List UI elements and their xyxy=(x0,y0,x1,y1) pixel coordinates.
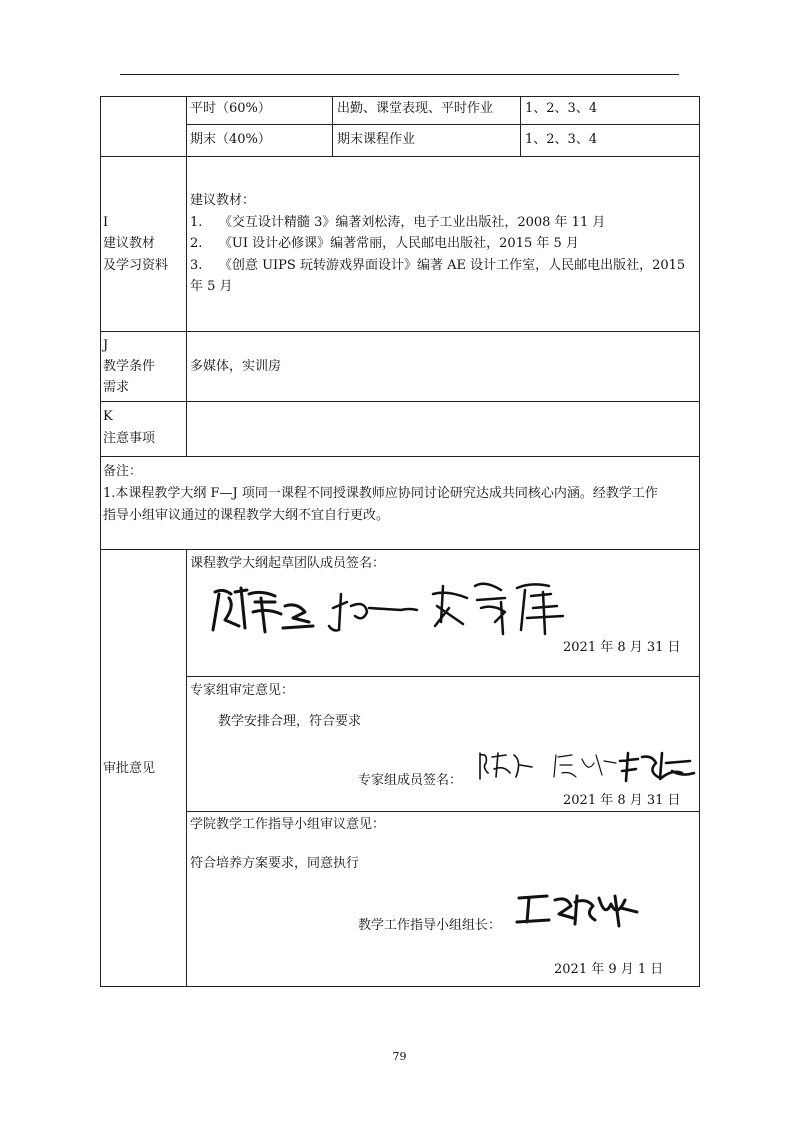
textbook-item: 3. 《创意 UIPS 玩转游戏界面设计》编著 AE 设计工作室，人民邮电出版社，2015 xyxy=(190,258,686,273)
expert-heading: 专家组审定意见： xyxy=(190,683,295,698)
group-leader-signature-image xyxy=(513,888,643,930)
textbook-item: 1. 《交互设计精髓 3》编著刘松涛，电子工业出版社，2008 年 11 月 xyxy=(190,215,606,230)
assessment-objectives: 1、2、3、4 xyxy=(525,101,598,116)
section-title: 及学习资料 xyxy=(103,258,169,273)
remarks-heading: 备注： xyxy=(103,464,143,479)
section-letter: J xyxy=(103,338,109,353)
expert-sign-label: 专家组成员签名： xyxy=(358,773,463,788)
section-title: 注意事项 xyxy=(103,431,156,446)
page-number: 79 xyxy=(392,1050,407,1063)
college-heading: 学院教学工作指导小组审议意见： xyxy=(190,817,386,832)
assessment-content: 期末课程作业 xyxy=(337,132,416,147)
section-title: 建议教材 xyxy=(103,236,156,251)
textbook-item: 2. 《UI 设计必修课》编著常丽，人民邮电出版社，2015 年 5 月 xyxy=(190,236,579,251)
remarks-text: 1.本课程教学大纲 F—J 项同一课程不同授课教师应协同讨论研究达成共同核心内涵。经教学工作 xyxy=(103,486,658,501)
college-opinion: 符合培养方案要求，同意执行 xyxy=(190,856,360,871)
college-date: 2021 年 9 月 1 日 xyxy=(554,962,664,977)
section-title: 教学条件 xyxy=(103,359,156,374)
textbook-heading: 建议教材： xyxy=(190,193,256,208)
section-letter: K xyxy=(103,409,113,424)
assessment-item: 平时（60%） xyxy=(190,101,271,116)
drafting-signatures-image xyxy=(205,572,590,640)
expert-opinion: 教学安排合理，符合要求 xyxy=(218,714,362,729)
section-title: 需求 xyxy=(103,380,130,395)
expert-date: 2021 年 8 月 31 日 xyxy=(563,793,681,808)
drafting-date: 2021 年 8 月 31 日 xyxy=(563,640,681,655)
header-rule xyxy=(120,74,679,75)
drafting-heading: 课程教学大纲起草团队成员签名： xyxy=(190,556,386,571)
textbook-item-continuation: 年 5 月 xyxy=(190,279,233,294)
approval-label: 审批意见 xyxy=(103,761,156,776)
teaching-conditions: 多媒体，实训房 xyxy=(190,359,282,374)
expert-signatures-image xyxy=(476,743,698,785)
section-letter: I xyxy=(103,215,109,230)
assessment-item: 期末（40%） xyxy=(190,132,271,147)
assessment-objectives: 1、2、3、4 xyxy=(525,132,598,147)
assessment-content: 出勤、课堂表现、平时作业 xyxy=(337,101,494,116)
remarks-text: 指导小组审议通过的课程教学大纲不宜自行更改。 xyxy=(103,508,390,523)
college-sign-label: 教学工作指导小组组长： xyxy=(358,918,502,933)
